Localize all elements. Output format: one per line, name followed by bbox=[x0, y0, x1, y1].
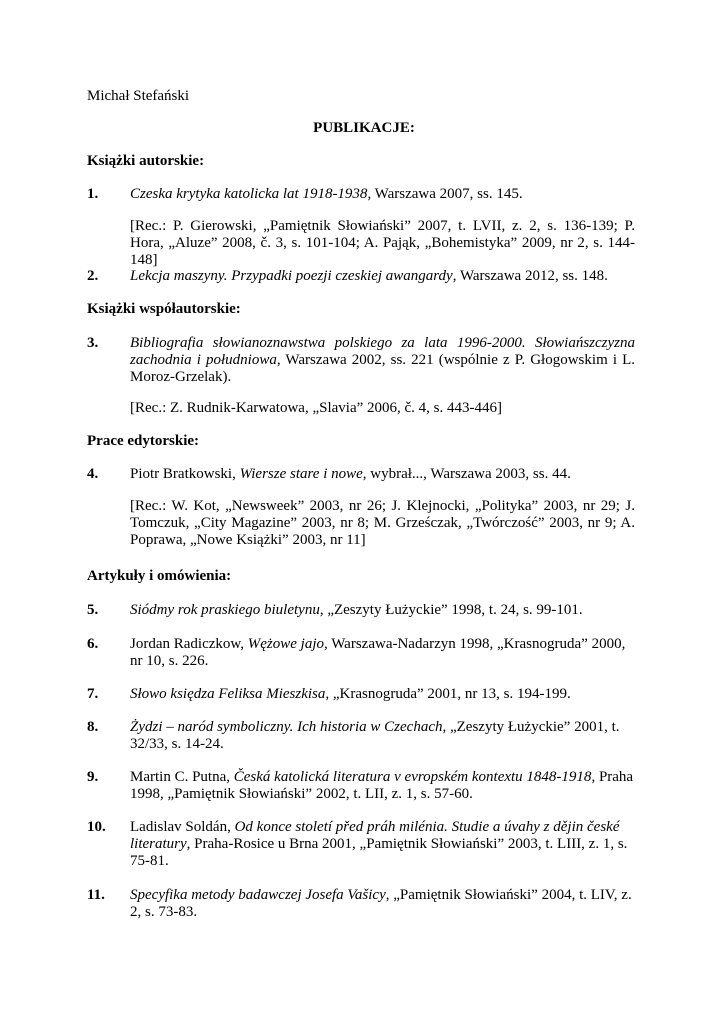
work-title: Lekcja maszyny. Przypadki poezji czeskiej awangardy bbox=[130, 268, 453, 284]
entry-number: 9. bbox=[87, 769, 99, 785]
entry-details: , Warszawa-Nadarzyn 1998, „Krasnogruda” 2000, nr 10, s. 226. bbox=[130, 636, 626, 669]
entry-number: 3. bbox=[87, 335, 99, 351]
entry-details: , Praha 1998, „Pamiętnik Słowiański” 2002, t. LII, z. 1, s. 57-60. bbox=[130, 769, 634, 802]
work-title: Słowo księdza Feliksa Mieszkisa bbox=[130, 686, 326, 702]
entry-number: 8. bbox=[87, 719, 99, 735]
publication-entry-8 bbox=[87, 719, 635, 753]
publication-entry-4 bbox=[87, 466, 635, 483]
work-title: Wężowe jajo bbox=[247, 636, 324, 652]
entry-number: 7. bbox=[87, 686, 99, 702]
entry-details: , wybrał..., Warszawa 2003, ss. 44. bbox=[362, 466, 571, 482]
entry-details: , Praha-Rosice u Brna 2001, „Pamiętnik Słowiański” 2003, t. LIII, z. 1, s. 75-81. bbox=[130, 836, 628, 869]
work-title: Żydzi – naród symboliczny. Ich historia w Czechach bbox=[130, 719, 443, 735]
entry-details: , „Zeszyty Łużyckie” 2001, t. 32/33, s. 14-24. bbox=[130, 719, 620, 752]
publication-entry-1 bbox=[87, 186, 635, 203]
publication-entry-6 bbox=[87, 636, 635, 670]
entry-number: 1. bbox=[87, 186, 99, 202]
work-author: Ladislav Soldán, bbox=[130, 819, 235, 835]
work-title: Od konce století před práh milénia. Studie a úvahy z dějin české literatury bbox=[130, 819, 620, 852]
entry-number: 4. bbox=[87, 466, 99, 482]
work-title: Specyfika metody badawczej Josefa Vašicy bbox=[130, 887, 386, 903]
publication-entry-2 bbox=[87, 268, 635, 285]
publication-entry-3 bbox=[87, 335, 635, 386]
entry-details: , Warszawa 2002, ss. 221 (wspólnie z P. Głogowskim i L. Moroz-Grzelak). bbox=[130, 352, 635, 385]
publication-entry-5 bbox=[87, 602, 635, 619]
review-note-4: [Rec.: W. Kot, „Newsweek” 2003, nr 26; J. Klejnocki, „Polityka” 2003, nr 29; J. Tomczuk, „City Magazine” 2003, nr 8; M. Grześczak, „Twórczość” 2003, nr 9; A. Poprawa, „Nowe Książki” 2003, nr 11] bbox=[130, 498, 635, 548]
entry-details: , Warszawa 2012, ss. 148. bbox=[452, 268, 608, 284]
work-title: Wiersze stare i nowe bbox=[239, 466, 363, 482]
author-name: Michał Stefański bbox=[87, 88, 190, 104]
publication-entry-10 bbox=[87, 819, 635, 870]
publication-entry-7 bbox=[87, 686, 635, 703]
work-title: Siódmy rok praskiego biuletynu bbox=[130, 602, 320, 618]
publication-entry-11 bbox=[87, 887, 635, 921]
entry-details: , „Krasnogruda” 2001, nr 13, s. 194-199. bbox=[325, 686, 571, 702]
work-author: Piotr Bratkowski, bbox=[130, 466, 240, 482]
entry-number: 11. bbox=[87, 887, 105, 903]
work-author: Martin C. Putna, bbox=[130, 769, 234, 785]
page-title: PUBLIKACJE: bbox=[313, 120, 415, 136]
work-title: Bibliografia słowianoznawstwa polskiego za lata 1996-2000. Słowiańszczyzna zachodnia i południowa bbox=[130, 335, 635, 368]
entry-number: 6. bbox=[87, 636, 99, 652]
section-heading-authored-books: Książki autorskie: bbox=[87, 153, 205, 169]
entry-details: , „Pamiętnik Słowiański” 2004, t. LIV, z. 2, s. 73-83. bbox=[130, 887, 632, 920]
entry-details: , „Zeszyty Łużyckie” 1998, t. 24, s. 99-101. bbox=[319, 602, 583, 618]
section-heading-editorial-works: Prace edytorskie: bbox=[87, 433, 200, 449]
review-note-1: [Rec.: P. Gierowski, „Pamiętnik Słowiański” 2007, t. LVII, z. 2, s. 136-139; P. Hora, „Aluze” 2008, č. 3, s. 101-104; A. Pająk, „Bohemistyka” 2009, nr 2, s. 144-148] bbox=[130, 218, 635, 268]
work-author: Jordan Radiczkow, bbox=[130, 636, 248, 652]
entry-number: 10. bbox=[87, 819, 106, 835]
work-title: Česká katolická literatura v evropském kontextu 1848-1918 bbox=[233, 769, 592, 785]
review-note-3: [Rec.: Z. Rudnik-Karwatowa, „Slavia” 2006, č. 4, s. 443-446] bbox=[130, 400, 502, 416]
work-title: Czeska krytyka katolicka lat 1918-1938 bbox=[130, 186, 368, 202]
entry-number: 2. bbox=[87, 268, 99, 284]
entry-details: , Warszawa 2007, ss. 145. bbox=[367, 186, 523, 202]
section-heading-articles-reviews: Artykuły i omówienia: bbox=[87, 568, 232, 584]
entry-number: 5. bbox=[87, 602, 99, 618]
section-heading-coauthored-books: Książki współautorskie: bbox=[87, 301, 241, 317]
publication-entry-9 bbox=[87, 769, 635, 803]
